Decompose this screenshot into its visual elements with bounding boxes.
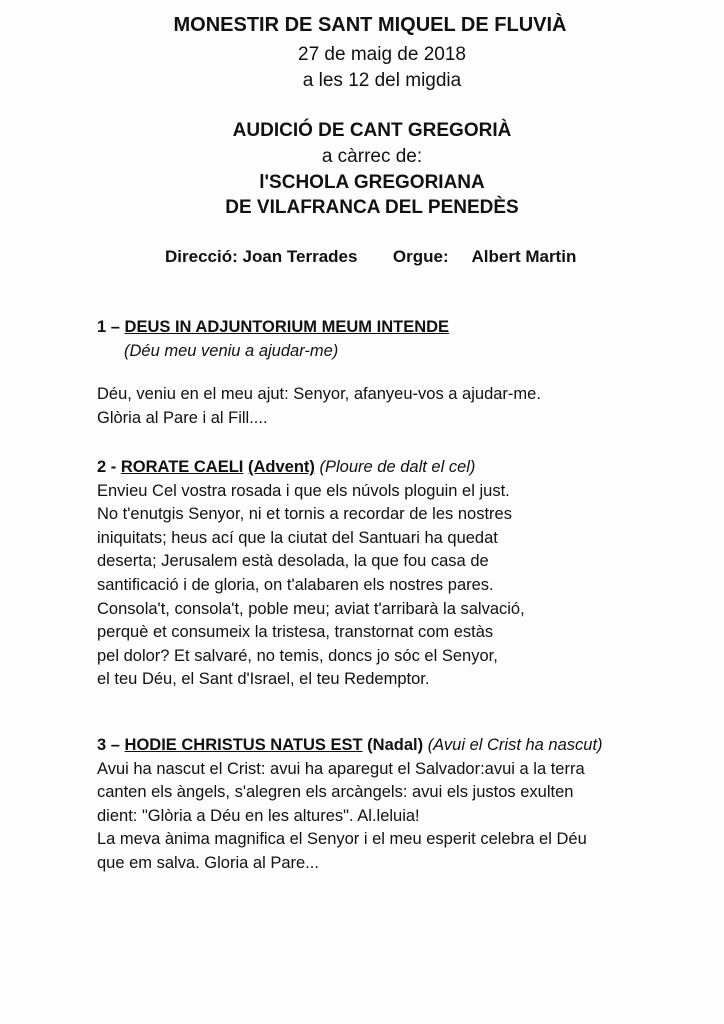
piece-1-translation: (Déu meu veniu a ajudar-me): [124, 341, 339, 360]
organ-name: Albert Martin: [471, 247, 577, 266]
piece-2-line: santificació i de gloria, on t'alabaren els nostres pares.: [97, 575, 494, 594]
piece-2-line: deserta; Jerusalem està desolada, la que fou casa de: [97, 552, 489, 571]
piece-1: [97, 316, 697, 363]
event-by: a càrrec de:: [321, 146, 423, 167]
piece-2-line: iniquitats; heus ací que la ciutat del Santuari ha quedat: [97, 528, 498, 547]
organ-label: Orgue:: [392, 247, 449, 266]
piece-2-line: Envieu Cel vostra rosada i que els núvols ploguin el just.: [97, 481, 510, 500]
piece-3-translation: (Avui el Crist ha nascut): [427, 736, 603, 754]
piece-2-line: pel dolor? Et salvaré, no temis, doncs jo sóc el Senyor,: [97, 646, 498, 665]
piece-2-line: el teu Déu, el Sant d'Israel, el teu Redemptor.: [97, 670, 430, 689]
piece-2-line: No t'enutgis Senyor, ni et tornis a recordar de les nostres: [97, 505, 512, 524]
piece-2-season: (Advent): [247, 458, 315, 476]
piece-3: [97, 734, 697, 876]
piece-3-line: que em salva. Gloria al Pare...: [97, 853, 319, 872]
direction-name: Joan Terrades: [242, 247, 358, 266]
choir-name-line1: l'SCHOLA GREGORIANA: [259, 172, 485, 193]
piece-1-title: DEUS IN ADJUNTORIUM MEUM INTENDE: [124, 318, 450, 336]
choir-name-line2: DE VILAFRANCA DEL PENEDÈS: [225, 197, 519, 218]
event-date: 27 de maig de 2018: [298, 44, 466, 65]
piece-1-number: 1 –: [97, 318, 120, 336]
piece-3-line: canten els àngels, s'alegren els arcàngels: avui els justos exulten: [97, 783, 574, 802]
piece-2-line: perquè et consumeix la tristesa, transtornat com estàs: [97, 623, 494, 642]
credits: [165, 247, 576, 267]
piece-2-title: RORATE CAELI: [120, 458, 244, 476]
piece-3-line: Avui ha nascut el Crist: avui ha aparegut el Salvador:avui a la terra: [97, 759, 585, 778]
piece-2-translation: (Ploure de dalt el cel): [319, 458, 476, 476]
piece-3-number: 3 –: [97, 736, 120, 754]
event-title: AUDICIÓ DE CANT GREGORIÀ: [232, 120, 512, 141]
piece-1-heading: [97, 316, 697, 340]
event-time: a les 12 del migdia: [302, 70, 462, 91]
venue-title: MONESTIR DE SANT MIQUEL DE FLUVIÀ: [173, 14, 567, 36]
piece-2: [97, 456, 697, 692]
direction-label: Direcció:: [165, 247, 238, 266]
piece-3-line: dient: "Glòria a Déu en les altures". Al.leluia!: [97, 806, 420, 825]
piece-3-season: (Nadal): [367, 736, 424, 754]
piece-3-line: La meva ànima magnifica el Senyor i el meu esperit celebra el Déu: [97, 830, 587, 849]
piece-3-title: HODIE CHRISTUS NATUS EST: [124, 736, 363, 754]
piece-2-number: 2 -: [97, 458, 117, 476]
piece-1-text: [97, 383, 697, 430]
piece-3-heading: [97, 734, 697, 758]
piece-2-line: Consola't, consola't, poble meu; aviat t'arribarà la salvació,: [97, 599, 525, 618]
piece-2-heading: [97, 456, 697, 480]
piece-1-line: Glòria al Pare i al Fill....: [97, 408, 268, 427]
piece-1-line: Déu, veniu en el meu ajut: Senyor, afanyeu-vos a ajudar-me.: [97, 385, 541, 403]
